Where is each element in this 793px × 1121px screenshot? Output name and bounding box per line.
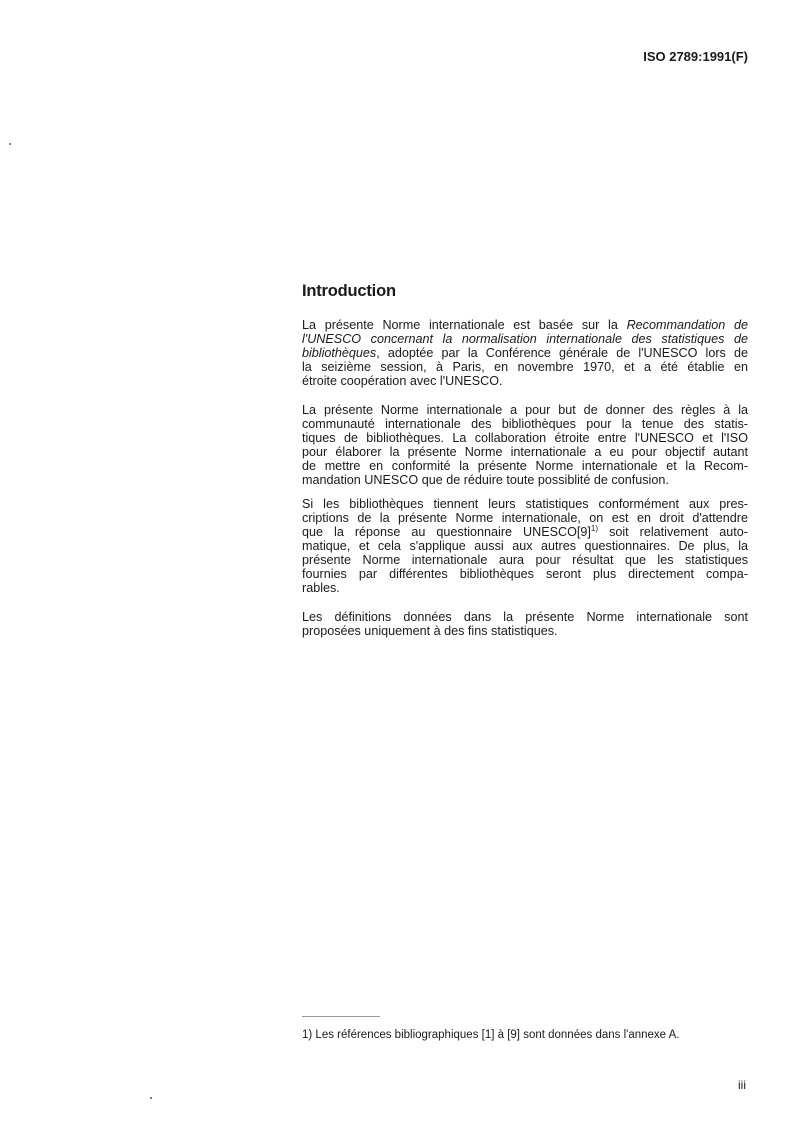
text-line: mandation UNESCO que de réduire toute possiblité de confusion. bbox=[302, 473, 669, 487]
paragraph-2 bbox=[302, 403, 748, 487]
text-line: que la réponse au questionnaire $UNESCO[9]^{1)}$ soit relativement auto- bbox=[302, 523, 748, 539]
text-line: Si les bibliothèques tiennent leurs statistiques conformément aux pres- bbox=[302, 497, 748, 511]
text-line: étroite coopération avec l'UNESCO. bbox=[302, 374, 503, 388]
text-line: pour élaborer la présente Norme internationale a eu pour objectif autant bbox=[302, 445, 748, 459]
section-heading: Introduction bbox=[302, 282, 396, 300]
text-line: la seizième session, à Paris, en novembre 1970, et a été établie en bbox=[302, 360, 748, 374]
footnote-ref: 1) bbox=[590, 523, 599, 533]
text-line: criptions de la présente Norme internationale, on est en droit d'attendre bbox=[302, 511, 748, 525]
text-line: proposées uniquement à des fins statistiques. bbox=[302, 624, 558, 638]
document-id-header: ISO 2789:1991(F) bbox=[643, 49, 748, 64]
footnote: 1) Les références bibliographiques [1] à [9] sont données dans l'annexe A. bbox=[302, 1029, 680, 1041]
text-line: rables. bbox=[302, 581, 340, 595]
scan-speck bbox=[150, 1097, 152, 1099]
text-line: communauté internationale des bibliothèques pour la tenue des statis- bbox=[302, 417, 748, 431]
text-line: tiques de bibliothèques. La collaboration étroite entre l'UNESCO et l'ISO bbox=[302, 431, 748, 445]
text-line: matique, et cela s'applique aussi aux autres questionnaires. De plus, la bbox=[302, 539, 748, 553]
text-line: Les définitions données dans la présente Norme internationale sont bbox=[302, 610, 748, 624]
paragraph-3 bbox=[302, 497, 748, 595]
text-line: de mettre en conformité la présente Norme internationale et la Recom- bbox=[302, 459, 748, 473]
page-number: iii bbox=[738, 1078, 746, 1092]
text-line: présente Norme internationale aura pour résultat que les statistiques bbox=[302, 553, 748, 567]
text-line: fournies par différentes bibliothèques seront plus directement compa- bbox=[302, 567, 748, 581]
paragraph-1 bbox=[302, 318, 748, 388]
text-line: La présente Norme internationale a pour but de donner des règles à la bbox=[302, 403, 748, 417]
text-line: l'UNESCO concernant la normalisation internationale des statistiques de bbox=[302, 332, 748, 346]
footnote-divider bbox=[302, 1016, 380, 1017]
text-line: La présente Norme internationale est basée sur la Recommandation de bbox=[302, 318, 748, 332]
paragraph-4 bbox=[302, 610, 748, 638]
scan-speck bbox=[9, 143, 11, 145]
text-line: bibliothèques, adoptée par la Conférence générale de l'UNESCO lors de bbox=[302, 346, 748, 360]
